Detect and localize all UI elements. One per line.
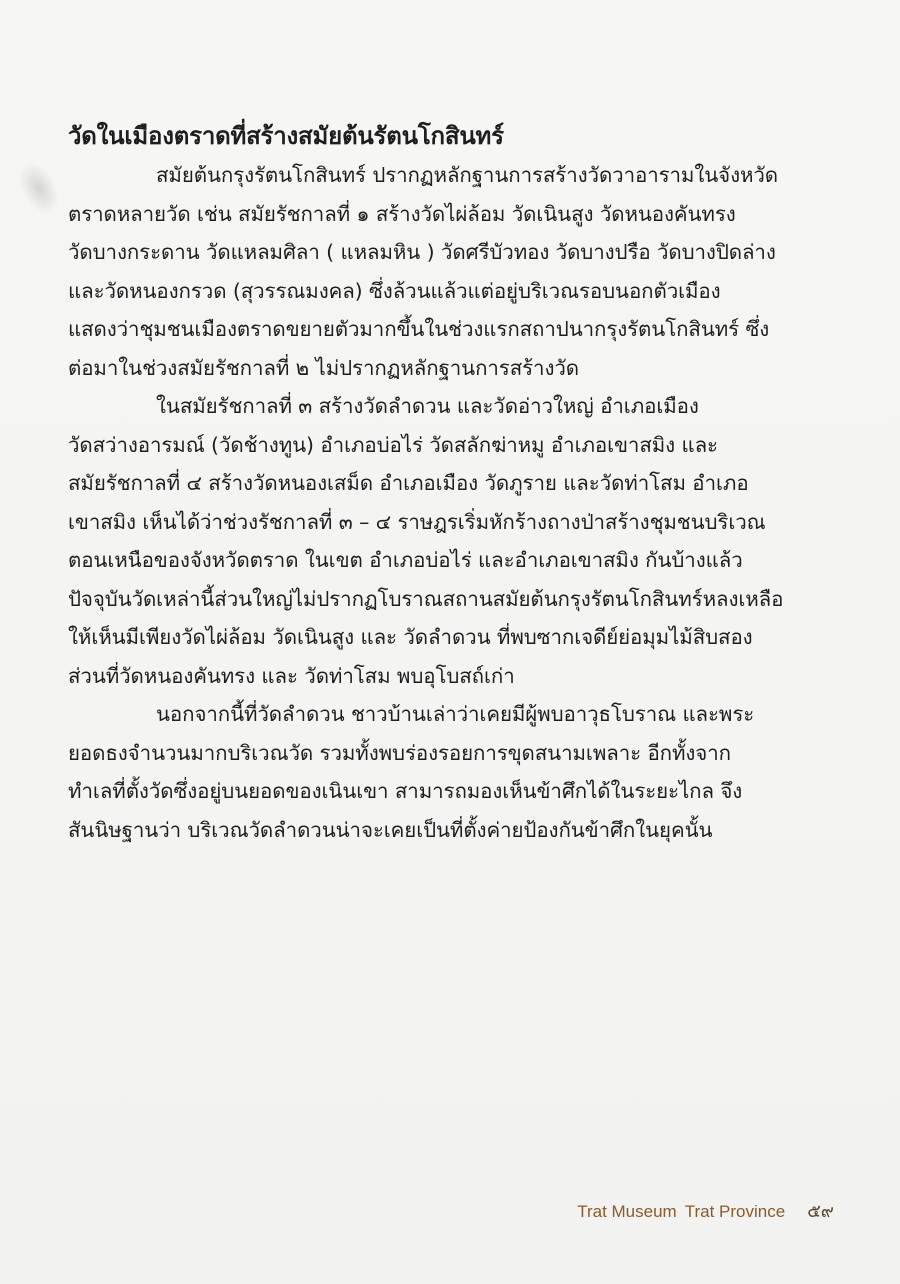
article-body [68, 116, 832, 849]
text-line: วัดบางกระดาน วัดแหลมศิลา ( แหลมหิน ) วัดศรีบัวทอง วัดบางปรือ วัดบางปิดล่าง [68, 240, 776, 264]
text-line: เขาสมิง เห็นได้ว่าช่วงรัชกาลที่ ๓ – ๔ ราษฎรเริ่มหักร้างถางป่าสร้างชุมชนบริเวณ [68, 509, 766, 534]
page-number: ๕๙ [807, 1201, 834, 1222]
paragraph-3 [68, 695, 832, 849]
text-line: แสดงว่าชุมชนเมืองตราดขยายตัวมากขึ้นในช่วงแรกสถาปนากรุงรัตนโกสินทร์ ซึ่ง [68, 317, 770, 341]
paragraph-2 [68, 387, 832, 695]
text-line: สันนิษฐานว่า บริเวณวัดลำดวนน่าจะเคยเป็นที่ตั้งค่ายป้องกันข้าศึกในยุคนั้น [68, 817, 713, 842]
text-line: ส่วนที่วัดหนองคันทรง และ วัดท่าโสม พบอุโบสถ์เก่า [68, 663, 515, 688]
page-footer [577, 1199, 834, 1225]
text-line: สมัยต้นกรุงรัตนโกสินทร์ ปรากฏหลักฐานการสร้างวัดวาอารามในจังหวัด [156, 163, 779, 187]
text-line: ให้เห็นมีเพียงวัดไผ่ล้อม วัดเนินสูง และ วัดลำดวน ที่พบซากเจดีย์ย่อมุมไม้สิบสอง [68, 625, 753, 649]
text-line: วัดสว่างอารมณ์ (วัดช้างทูน) อำเภอบ่อไร่ วัดสลักฆ่าหมู อำเภอเขาสมิง และ [68, 432, 718, 457]
pencil-smudge [11, 155, 67, 220]
text-line: ตราดหลายวัด เช่น สมัยรัชกาลที่ ๑ สร้างวัดไผ่ล้อม วัดเนินสูง วัดหนองคันทรง [68, 201, 736, 226]
text-line: ตอนเหนือของจังหวัดตราด ในเขต อำเภอบ่อไร่ และอำเภอเขาสมิง กันบ้างแล้ว [68, 548, 743, 572]
paragraph-1 [68, 156, 832, 387]
text-line: ปัจจุบันวัดเหล่านี้ส่วนใหญ่ไม่ปรากฏโบราณสถานสมัยต้นกรุงรัตนโกสินทร์หลงเหลือ [68, 586, 784, 611]
text-line: และวัดหนองกรวด (สุวรรณมงคล) ซึ่งล้วนแล้วแต่อยู่บริเวณรอบนอกตัวเมือง [68, 278, 721, 303]
footer-museum: Trat Museum [577, 1202, 677, 1221]
footer-province: Trat Province [684, 1202, 786, 1221]
text-line: ในสมัยรัชกาลที่ ๓ สร้างวัดลำดวน และวัดอ่าวใหญ่ อำเภอเมือง [156, 394, 699, 418]
text-line: นอกจากนี้ที่วัดลำดวน ชาวบ้านเล่าว่าเคยมีผู้พบอาวุธโบราณ และพระ [156, 702, 755, 726]
text-line: สมัยรัชกาลที่ ๔ สร้างวัดหนองเสม็ด อำเภอเมือง วัดภูราย และวัดท่าโสม อำเภอ [68, 471, 749, 495]
text-line: ต่อมาในช่วงสมัยรัชกาลที่ ๒ ไม่ปรากฏหลักฐานการสร้างวัด [68, 355, 579, 380]
text-line: ทำเลที่ตั้งวัดซึ่งอยู่บนยอดของเนินเขา สามารถมองเห็นข้าศึกได้ในระยะไกล จึง [68, 779, 743, 803]
page-heading: วัดในเมืองตราดที่สร้างสมัยต้นรัตนโกสินทร์ [68, 122, 504, 150]
text-line: ยอดธงจำนวนมากบริเวณวัด รวมทั้งพบร่องรอยการขุดสนามเพลาะ อีกทั้งจาก [68, 740, 731, 765]
